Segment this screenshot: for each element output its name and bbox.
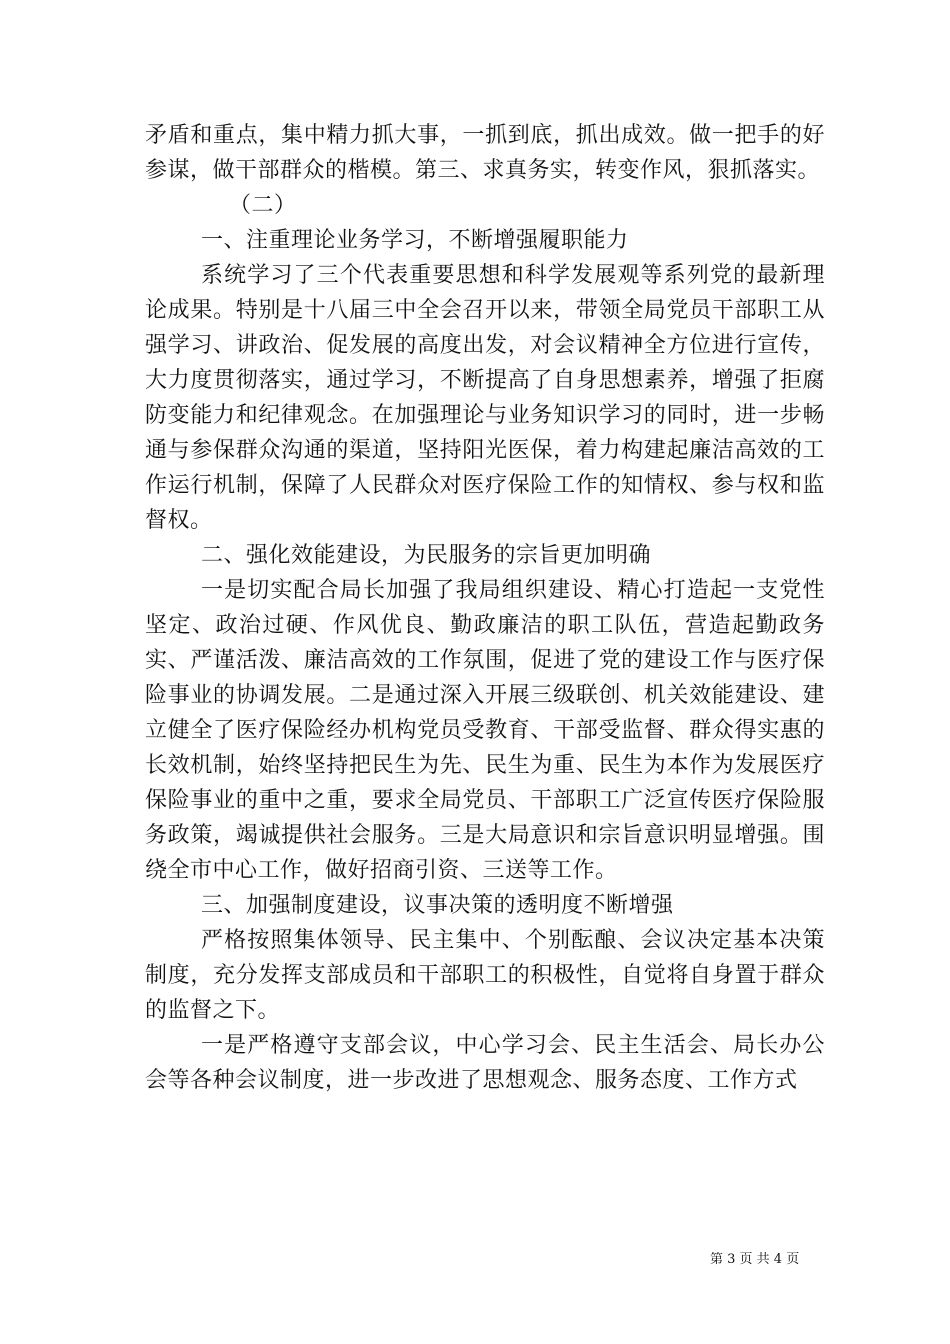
paragraph-meetings: 一是严格遵守支部会议，中心学习会、民主生活会、局长办公会等各种会议制度，进一步改进了思想观念、服务态度、工作方式 xyxy=(145,1033,825,1093)
document-body xyxy=(145,118,825,1098)
heading-system-building: 三、加强制度建设，议事决策的透明度不断增强 xyxy=(201,893,674,918)
paragraph-system-building: 严格按照集体领导、民主集中、个别酝酿、会议决定基本决策制度，充分发挥支部成员和干部职工的积极性，自觉将自身置于群众的监督之下。 xyxy=(145,928,825,1023)
paragraph-theory-study: 系统学习了三个代表重要思想和科学发展观等系列党的最新理论成果。特别是十八届三中全会召开以来，带领全局党员干部职工从强学习、讲政治、促发展的高度出发，对会议精神全方位进行宣传，大力度贯彻落实，通过学习，不断提高了自身思想素养，增强了拒腐防变能力和纪律观念。在加强理论与业务知识学习的同时，进一步畅通与参保群众沟通的渠道，坚持阳光医保，着力构建起廉洁高效的工作运行机制，保障了人民群众对医疗保险工作的知情权、参与权和监督权。 xyxy=(145,263,825,533)
heading-theory-study: 一、注重理论业务学习，不断增强履职能力 xyxy=(201,228,629,253)
paragraph-intro: 矛盾和重点，集中精力抓大事，一抓到底，抓出成效。做一把手的好参谋，做干部群众的楷模。第三、求真务实，转变作风，狠抓落实。 xyxy=(145,123,825,183)
paragraph-efficiency: 一是切实配合局长加强了我局组织建设、精心打造起一支党性坚定、政治过硬、作风优良、勤政廉洁的职工队伍，营造起勤政务实、严谨活泼、廉洁高效的工作氛围，促进了党的建设工作与医疗保险事业的协调发展。二是通过深入开展三级联创、机关效能建设、建立健全了医疗保险经办机构党员受教育、干部受监督、群众得实惠的长效机制，始终坚持把民生为先、民生为重、民生为本作为发展医疗保险事业的重中之重，要求全局党员、干部职工广泛宣传医疗保险服务政策，竭诚提供社会服务。三是大局意识和宗旨意识明显增强。围绕全市中心工作，做好招商引资、三送等工作。 xyxy=(145,578,825,883)
page-number: 第 3 页 共 4 页 xyxy=(710,1252,800,1267)
section-subtitle: （二） xyxy=(229,193,297,218)
heading-efficiency: 二、强化效能建设，为民服务的宗旨更加明确 xyxy=(201,543,652,568)
